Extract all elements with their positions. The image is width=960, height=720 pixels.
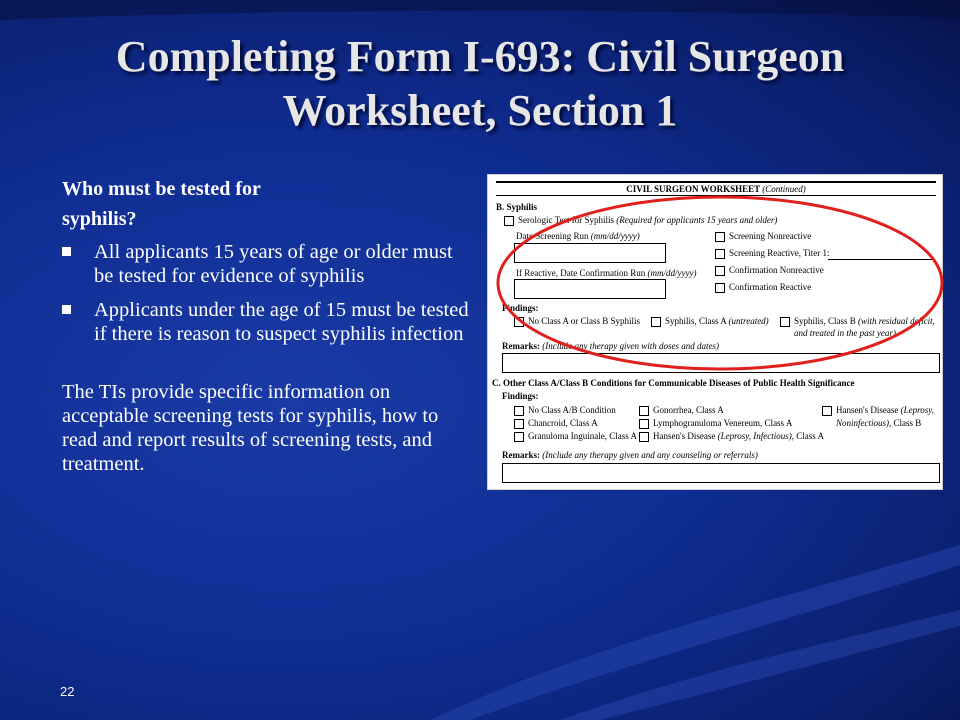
square-bullet-icon	[62, 305, 71, 314]
no-class-label: No Class A or Class B Syphilis	[528, 316, 641, 326]
lympho-label: Lymphogranuloma Venereum, Class A	[653, 418, 793, 428]
no-class-ab-checkbox	[514, 406, 524, 416]
class-b-note-2-text: and treated in the past year)	[794, 328, 896, 338]
square-bullet-icon	[62, 247, 71, 256]
screen-nonreactive-label: Screening Nonreactive	[729, 231, 812, 241]
date-confirm-box	[514, 279, 666, 299]
hansens-b-label	[836, 405, 934, 416]
serologic-text: Serologic Test for Syphilis	[518, 215, 614, 225]
hansens-b-checkbox	[822, 406, 832, 416]
remarks-c-label	[502, 450, 758, 461]
titer-line	[828, 259, 932, 260]
findings-label: Findings:	[502, 303, 539, 313]
date-format-2: (mm/dd/yyyy)	[647, 268, 697, 278]
remarks-c-box	[502, 463, 940, 483]
screen-reactive-label: Screening Reactive, Titer 1:	[729, 248, 830, 258]
granuloma-checkbox	[514, 432, 524, 442]
chancroid-checkbox	[514, 419, 524, 429]
date-screening-label	[516, 231, 640, 242]
screen-nonreactive-checkbox	[715, 232, 725, 242]
gonorrhea-label: Gonorrhea, Class A	[653, 405, 724, 415]
bullet-item	[62, 298, 472, 346]
body-paragraph: The TIs provide specific information on acceptable screening tests for syphilis, how to read and report results of screening tests, and treatment.	[62, 381, 439, 475]
class-a-text: Syphilis, Class A	[665, 316, 727, 326]
remarks-c-title: Remarks:	[502, 450, 540, 460]
no-class-checkbox	[514, 317, 524, 327]
slide-title: Completing Form I-693: Civil Surgeon Worksheet, Section 1	[115, 32, 845, 135]
if-reactive-text: If Reactive, Date Confirmation Run	[516, 268, 646, 278]
hansens-a-text: Hansen's Disease	[653, 431, 716, 441]
class-b-checkbox	[780, 317, 790, 327]
date-screening-box	[514, 243, 666, 263]
bullet-text: Applicants under the age of 15 must be tested if there is reason to suspect syphilis infection	[94, 299, 469, 345]
serologic-checkbox	[504, 216, 514, 226]
section-b-label: B. Syphilis	[496, 202, 538, 212]
if-reactive-label	[516, 268, 696, 279]
remarks-b-box	[502, 353, 940, 373]
class-b-label	[794, 316, 935, 327]
class-a-note: (untreated)	[728, 316, 769, 326]
section-c-label: C. Other Class A/Class B Conditions for Communicable Diseases of Public Health Significance	[492, 378, 855, 388]
date-format-1: (mm/dd/yyyy)	[590, 231, 640, 241]
chancroid-label: Chancroid, Class A	[528, 418, 598, 428]
class-a-label	[665, 316, 769, 327]
date-screening-text: Date Screening Run	[516, 231, 589, 241]
class-b-note-2	[794, 328, 896, 339]
serologic-note: (Required for applicants 15 years and older)	[616, 215, 778, 225]
hansens-b-note-2: Noninfectious),	[836, 418, 892, 428]
hansens-a-note: (Leprosy, Infectious),	[717, 431, 795, 441]
confirm-nonreactive-label: Confirmation Nonreactive	[729, 265, 824, 275]
subheading	[62, 174, 472, 234]
bullet-list	[62, 240, 472, 346]
screen-reactive-checkbox	[715, 249, 725, 259]
hansens-a-tail: Class A	[796, 431, 825, 441]
remarks-b-note: (Include any therapy given with doses and dates)	[542, 341, 719, 351]
confirm-reactive-checkbox	[715, 283, 725, 293]
class-a-checkbox	[651, 317, 661, 327]
no-class-ab-label: No Class A/B Condition	[528, 405, 616, 415]
remarks-b-title: Remarks:	[502, 341, 540, 351]
hansens-b-text: Hansen's Disease	[836, 405, 899, 415]
hansens-b-tail: Class B	[893, 418, 922, 428]
slide-body	[62, 174, 472, 476]
bullet-item	[62, 240, 472, 288]
hansens-a-checkbox	[639, 432, 649, 442]
subheading-line-2: syphilis?	[62, 208, 137, 230]
confirm-reactive-label: Confirmation Reactive	[729, 282, 812, 292]
hansens-b-line-2	[836, 418, 921, 429]
form-header-title: CIVIL SURGEON WORKSHEET	[626, 184, 760, 194]
confirm-nonreactive-checkbox	[715, 266, 725, 276]
bullet-text: All applicants 15 years of age or older must be tested for evidence of syphilis	[94, 241, 453, 287]
findings-c-label: Findings:	[502, 391, 539, 401]
class-b-note-1: (with residual deficit,	[858, 316, 935, 326]
granuloma-label: Granuloma Inguinale, Class A	[528, 431, 637, 441]
subheading-line-1: Who must be tested for	[62, 178, 261, 200]
slide-number: 22	[60, 684, 75, 699]
hansens-a-label	[653, 431, 824, 442]
form-header	[496, 181, 936, 196]
serologic-label	[518, 215, 777, 226]
gonorrhea-checkbox	[639, 406, 649, 416]
form-excerpt-image	[487, 174, 943, 490]
form-header-continued: (Continued)	[762, 184, 806, 194]
remarks-b-label	[502, 341, 719, 352]
class-b-text: Syphilis, Class B	[794, 316, 856, 326]
remarks-c-note: (Include any therapy given and any counseling or referrals)	[542, 450, 758, 460]
hansens-b-note-1: (Leprosy,	[900, 405, 935, 415]
lympho-checkbox	[639, 419, 649, 429]
